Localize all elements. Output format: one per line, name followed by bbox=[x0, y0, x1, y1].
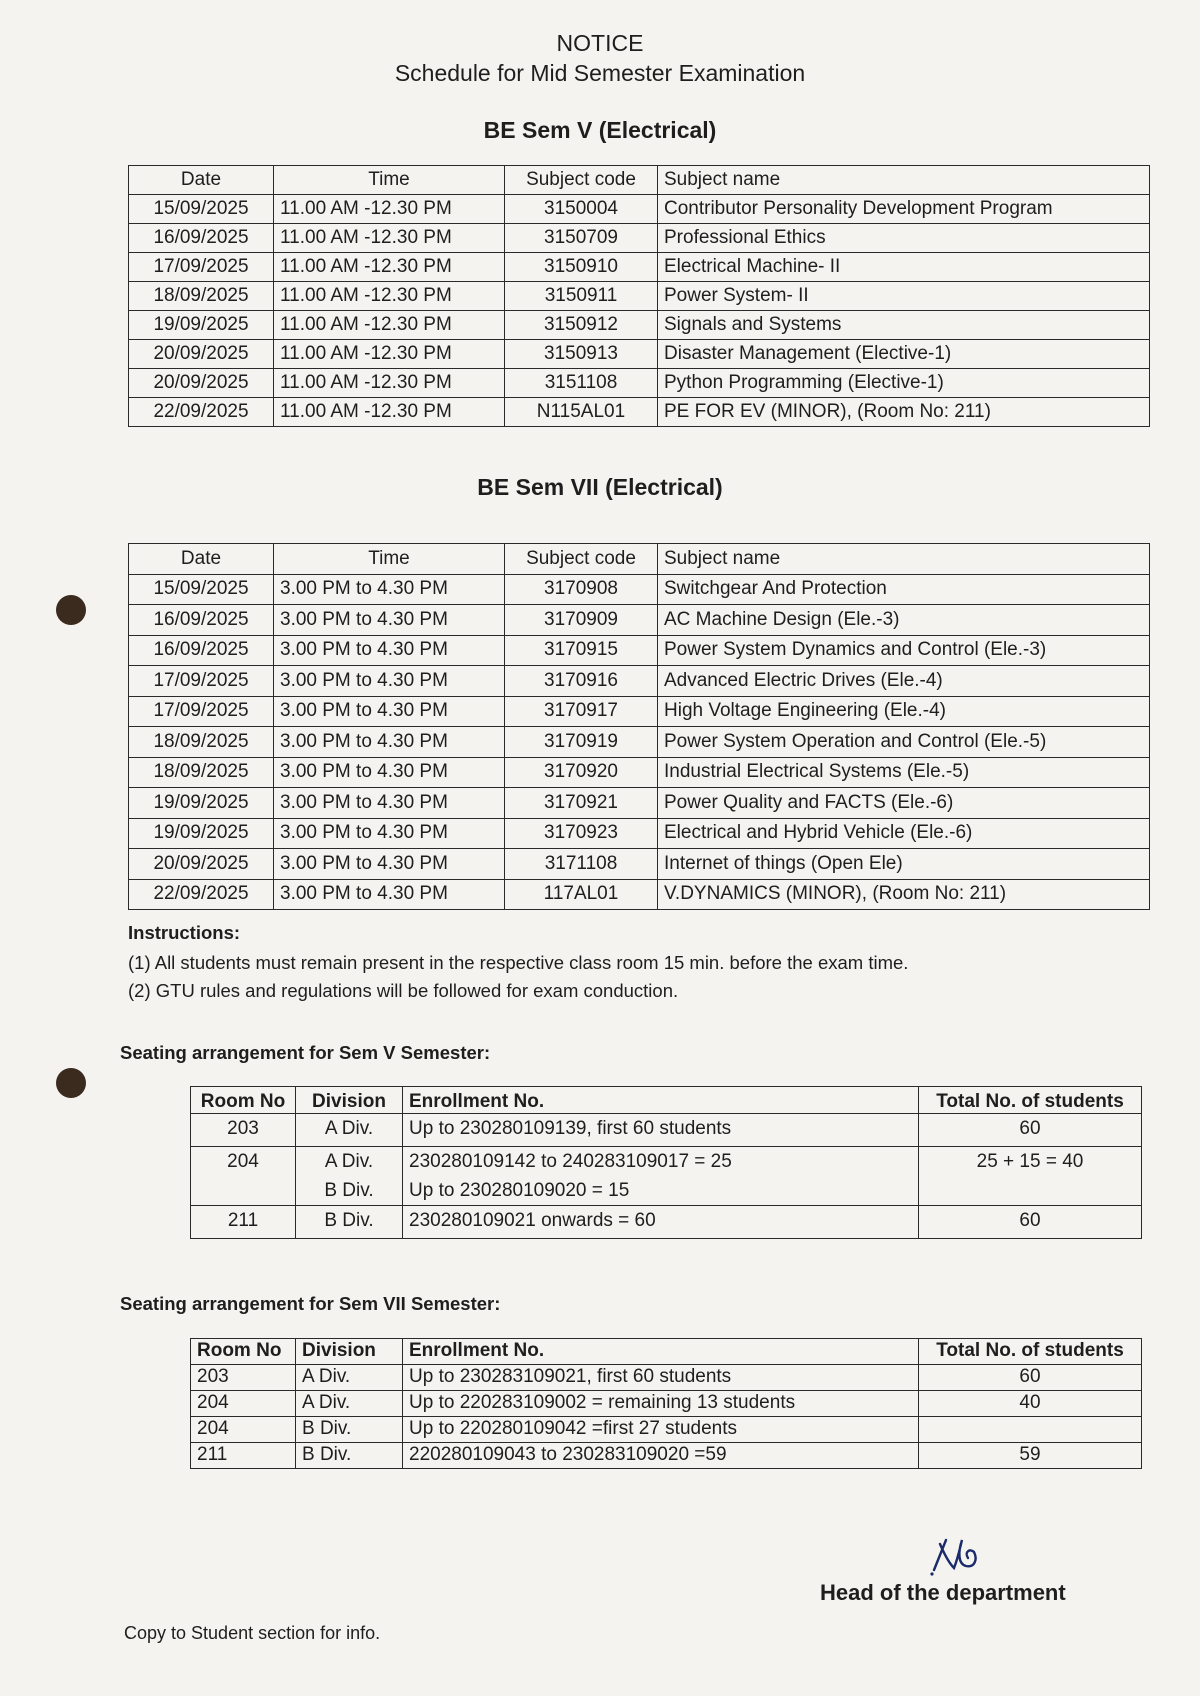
subject-code-cell: 3170923 bbox=[505, 818, 658, 849]
date-cell: 16/09/2025 bbox=[129, 605, 274, 636]
date-cell: 15/09/2025 bbox=[129, 574, 274, 605]
enrollment-cell: 220280109043 to 230283109020 =59 bbox=[403, 1443, 919, 1469]
date-cell: 20/09/2025 bbox=[129, 369, 274, 398]
table-row bbox=[191, 1147, 1142, 1206]
enrollment-line: Up to 230280109139, first 60 students bbox=[409, 1118, 732, 1139]
subject-name-cell: Power Quality and FACTS (Ele.-6) bbox=[658, 788, 1150, 819]
time-cell: 3.00 PM to 4.30 PM bbox=[274, 574, 505, 605]
date-cell: 17/09/2025 bbox=[129, 666, 274, 697]
subject-code-cell: 3170916 bbox=[505, 666, 658, 697]
date-cell: 17/09/2025 bbox=[129, 696, 274, 727]
table-row bbox=[129, 879, 1150, 910]
division-line: B Div. bbox=[324, 1180, 374, 1201]
column-header-date: Date bbox=[129, 544, 274, 575]
subject-name-cell: Power System Operation and Control (Ele.-5) bbox=[658, 727, 1150, 758]
subject-name-cell: Signals and Systems bbox=[658, 311, 1150, 340]
table-row bbox=[191, 1443, 1142, 1469]
division-cell bbox=[296, 1147, 403, 1206]
subject-name-cell: Internet of things (Open Ele) bbox=[658, 849, 1150, 880]
date-cell: 20/09/2025 bbox=[129, 849, 274, 880]
column-header-subject-name: Subject name bbox=[658, 166, 1150, 195]
notice-subtitle: Schedule for Mid Semester Examination bbox=[394, 60, 806, 86]
subject-name-cell: Electrical and Hybrid Vehicle (Ele.-6) bbox=[658, 818, 1150, 849]
instruction-item: (1) All students must remain present in the respective class room 15 min. before the exam time. bbox=[128, 952, 909, 973]
date-cell: 19/09/2025 bbox=[129, 818, 274, 849]
enrollment-cell: Up to 220283109002 = remaining 13 students bbox=[403, 1391, 919, 1417]
date-cell: 18/09/2025 bbox=[129, 727, 274, 758]
table-row bbox=[129, 727, 1150, 758]
division-cell: B Div. bbox=[296, 1417, 403, 1443]
table-row bbox=[129, 224, 1150, 253]
time-cell: 3.00 PM to 4.30 PM bbox=[274, 666, 505, 697]
subject-code-cell: 3150004 bbox=[505, 195, 658, 224]
column-header-date: Date bbox=[129, 166, 274, 195]
date-cell: 18/09/2025 bbox=[129, 282, 274, 311]
subject-name-cell: Electrical Machine- II bbox=[658, 253, 1150, 282]
total-students-cell: 60 bbox=[919, 1365, 1142, 1391]
subject-code-cell: N115AL01 bbox=[505, 398, 658, 427]
column-header-division: Division bbox=[296, 1087, 403, 1114]
total-students-cell: 60 bbox=[919, 1114, 1142, 1147]
date-cell: 17/09/2025 bbox=[129, 253, 274, 282]
sem7-heading: BE Sem VII (Electrical) bbox=[477, 474, 723, 500]
subject-code-cell: 3170917 bbox=[505, 696, 658, 727]
instructions-title: Instructions: bbox=[128, 922, 241, 943]
enrollment-cell bbox=[403, 1147, 919, 1206]
table-row bbox=[129, 574, 1150, 605]
subject-code-cell: 3150911 bbox=[505, 282, 658, 311]
subject-name-cell: Power System Dynamics and Control (Ele.-3) bbox=[658, 635, 1150, 666]
time-cell: 11.00 AM -12.30 PM bbox=[274, 253, 505, 282]
time-cell: 3.00 PM to 4.30 PM bbox=[274, 818, 505, 849]
table-row bbox=[129, 788, 1150, 819]
subject-name-cell: Industrial Electrical Systems (Ele.-5) bbox=[658, 757, 1150, 788]
table-row bbox=[191, 1206, 1142, 1239]
table-row bbox=[129, 605, 1150, 636]
subject-name-cell: Power System- II bbox=[658, 282, 1150, 311]
enrollment-line: 230280109021 onwards = 60 bbox=[409, 1210, 656, 1231]
table-row bbox=[129, 666, 1150, 697]
table-row bbox=[129, 398, 1150, 427]
subject-code-cell: 3170908 bbox=[505, 574, 658, 605]
time-cell: 11.00 AM -12.30 PM bbox=[274, 282, 505, 311]
division-line: A Div. bbox=[324, 1151, 374, 1172]
time-cell: 3.00 PM to 4.30 PM bbox=[274, 879, 505, 910]
table-row bbox=[129, 757, 1150, 788]
subject-name-cell: AC Machine Design (Ele.-3) bbox=[658, 605, 1150, 636]
date-cell: 19/09/2025 bbox=[129, 311, 274, 340]
column-header-subject-code: Subject code bbox=[505, 544, 658, 575]
date-cell: 15/09/2025 bbox=[129, 195, 274, 224]
time-cell: 3.00 PM to 4.30 PM bbox=[274, 757, 505, 788]
total-students-cell: 60 bbox=[919, 1206, 1142, 1239]
column-header-subject-code: Subject code bbox=[505, 166, 658, 195]
subject-code-cell: 3150913 bbox=[505, 340, 658, 369]
enrollment-cell bbox=[403, 1206, 919, 1239]
subject-name-cell: Advanced Electric Drives (Ele.-4) bbox=[658, 666, 1150, 697]
room-no-cell: 211 bbox=[191, 1443, 296, 1469]
time-cell: 11.00 AM -12.30 PM bbox=[274, 369, 505, 398]
subject-name-cell: PE FOR EV (MINOR), (Room No: 211) bbox=[658, 398, 1150, 427]
column-header-total-students: Total No. of students bbox=[919, 1339, 1142, 1365]
division-cell bbox=[296, 1114, 403, 1147]
time-cell: 3.00 PM to 4.30 PM bbox=[274, 696, 505, 727]
time-cell: 11.00 AM -12.30 PM bbox=[274, 398, 505, 427]
date-cell: 16/09/2025 bbox=[129, 635, 274, 666]
table-row bbox=[129, 253, 1150, 282]
date-cell: 19/09/2025 bbox=[129, 788, 274, 819]
table-row bbox=[129, 340, 1150, 369]
table-row bbox=[129, 369, 1150, 398]
sem7-schedule-table bbox=[128, 543, 1150, 910]
time-cell: 3.00 PM to 4.30 PM bbox=[274, 727, 505, 758]
date-cell: 22/09/2025 bbox=[129, 879, 274, 910]
time-cell: 11.00 AM -12.30 PM bbox=[274, 224, 505, 253]
division-line: A Div. bbox=[324, 1118, 374, 1139]
column-header-division: Division bbox=[296, 1339, 403, 1365]
division-cell: B Div. bbox=[296, 1443, 403, 1469]
subject-code-cell: 3170915 bbox=[505, 635, 658, 666]
time-cell: 11.00 AM -12.30 PM bbox=[274, 340, 505, 369]
subject-name-cell: High Voltage Engineering (Ele.-4) bbox=[658, 696, 1150, 727]
total-students-cell: 40 bbox=[919, 1391, 1142, 1417]
signature-mark bbox=[928, 1530, 988, 1580]
enrollment-cell bbox=[403, 1114, 919, 1147]
date-cell: 22/09/2025 bbox=[129, 398, 274, 427]
enrollment-cell: Up to 220280109042 =first 27 students bbox=[403, 1417, 919, 1443]
subject-code-cell: 3150912 bbox=[505, 311, 658, 340]
subject-code-cell: 117AL01 bbox=[505, 879, 658, 910]
room-no-cell: 203 bbox=[191, 1365, 296, 1391]
table-row bbox=[191, 1391, 1142, 1417]
subject-name-cell: Contributor Personality Development Program bbox=[658, 195, 1150, 224]
table-row bbox=[129, 311, 1150, 340]
column-header-room-no: Room No bbox=[191, 1087, 296, 1114]
enrollment-cell: Up to 230283109021, first 60 students bbox=[403, 1365, 919, 1391]
subject-code-cell: 3171108 bbox=[505, 849, 658, 880]
table-row bbox=[129, 818, 1150, 849]
table-row bbox=[129, 849, 1150, 880]
subject-name-cell: V.DYNAMICS (MINOR), (Room No: 211) bbox=[658, 879, 1150, 910]
sem5-heading: BE Sem V (Electrical) bbox=[483, 117, 717, 143]
subject-code-cell: 3170921 bbox=[505, 788, 658, 819]
seating-sem5-table bbox=[190, 1086, 1142, 1239]
subject-code-cell: 3150709 bbox=[505, 224, 658, 253]
division-line: B Div. bbox=[324, 1210, 374, 1231]
time-cell: 11.00 AM -12.30 PM bbox=[274, 195, 505, 224]
enrollment-line: 230280109142 to 240283109017 = 25 bbox=[409, 1151, 732, 1172]
table-row bbox=[191, 1417, 1142, 1443]
room-no-cell: 204 bbox=[191, 1417, 296, 1443]
head-of-department-label: Head of the department bbox=[820, 1580, 1066, 1605]
subject-code-cell: 3170920 bbox=[505, 757, 658, 788]
column-header-time: Time bbox=[274, 166, 505, 195]
punch-hole bbox=[56, 595, 86, 625]
total-students-cell: 25 + 15 = 40 bbox=[919, 1147, 1142, 1206]
subject-name-cell: Professional Ethics bbox=[658, 224, 1150, 253]
column-header-time: Time bbox=[274, 544, 505, 575]
subject-name-cell: Python Programming (Elective-1) bbox=[658, 369, 1150, 398]
seating-sem7-heading: Seating arrangement for Sem VII Semester: bbox=[120, 1293, 501, 1314]
instruction-item: (2) GTU rules and regulations will be followed for exam conduction. bbox=[128, 980, 679, 1001]
room-no-cell: 204 bbox=[191, 1147, 296, 1206]
notice-title: NOTICE bbox=[556, 30, 644, 56]
subject-name-cell: Switchgear And Protection bbox=[658, 574, 1150, 605]
division-cell: A Div. bbox=[296, 1391, 403, 1417]
time-cell: 11.00 AM -12.30 PM bbox=[274, 311, 505, 340]
time-cell: 3.00 PM to 4.30 PM bbox=[274, 635, 505, 666]
column-header-subject-name: Subject name bbox=[658, 544, 1150, 575]
room-no-cell: 211 bbox=[191, 1206, 296, 1239]
table-header-row bbox=[129, 166, 1150, 195]
seating-sem7-table bbox=[190, 1338, 1142, 1469]
punch-hole bbox=[56, 1068, 86, 1098]
subject-name-cell: Disaster Management (Elective-1) bbox=[658, 340, 1150, 369]
date-cell: 18/09/2025 bbox=[129, 757, 274, 788]
table-header-row bbox=[191, 1087, 1142, 1114]
table-row bbox=[129, 696, 1150, 727]
table-row bbox=[129, 195, 1150, 224]
table-row bbox=[129, 635, 1150, 666]
column-header-enrollment-no: Enrollment No. bbox=[403, 1339, 919, 1365]
date-cell: 16/09/2025 bbox=[129, 224, 274, 253]
table-row bbox=[129, 282, 1150, 311]
division-cell: A Div. bbox=[296, 1365, 403, 1391]
subject-code-cell: 3170909 bbox=[505, 605, 658, 636]
division-cell bbox=[296, 1206, 403, 1239]
subject-code-cell: 3170919 bbox=[505, 727, 658, 758]
room-no-cell: 203 bbox=[191, 1114, 296, 1147]
enrollment-line: Up to 230280109020 = 15 bbox=[409, 1180, 630, 1201]
table-header-row bbox=[191, 1339, 1142, 1365]
subject-code-cell: 3150910 bbox=[505, 253, 658, 282]
total-students-cell: 59 bbox=[919, 1443, 1142, 1469]
table-row bbox=[191, 1365, 1142, 1391]
time-cell: 3.00 PM to 4.30 PM bbox=[274, 849, 505, 880]
date-cell: 20/09/2025 bbox=[129, 340, 274, 369]
table-row bbox=[191, 1114, 1142, 1147]
column-header-total-students: Total No. of students bbox=[919, 1087, 1142, 1114]
seating-sem5-heading: Seating arrangement for Sem V Semester: bbox=[120, 1042, 491, 1063]
column-header-enrollment-no: Enrollment No. bbox=[403, 1087, 919, 1114]
column-header-room-no: Room No bbox=[191, 1339, 296, 1365]
total-students-cell bbox=[919, 1417, 1142, 1443]
copy-note: Copy to Student section for info. bbox=[124, 1623, 381, 1643]
time-cell: 3.00 PM to 4.30 PM bbox=[274, 605, 505, 636]
subject-code-cell: 3151108 bbox=[505, 369, 658, 398]
room-no-cell: 204 bbox=[191, 1391, 296, 1417]
sem5-schedule-table bbox=[128, 165, 1150, 427]
time-cell: 3.00 PM to 4.30 PM bbox=[274, 788, 505, 819]
table-header-row bbox=[129, 544, 1150, 575]
